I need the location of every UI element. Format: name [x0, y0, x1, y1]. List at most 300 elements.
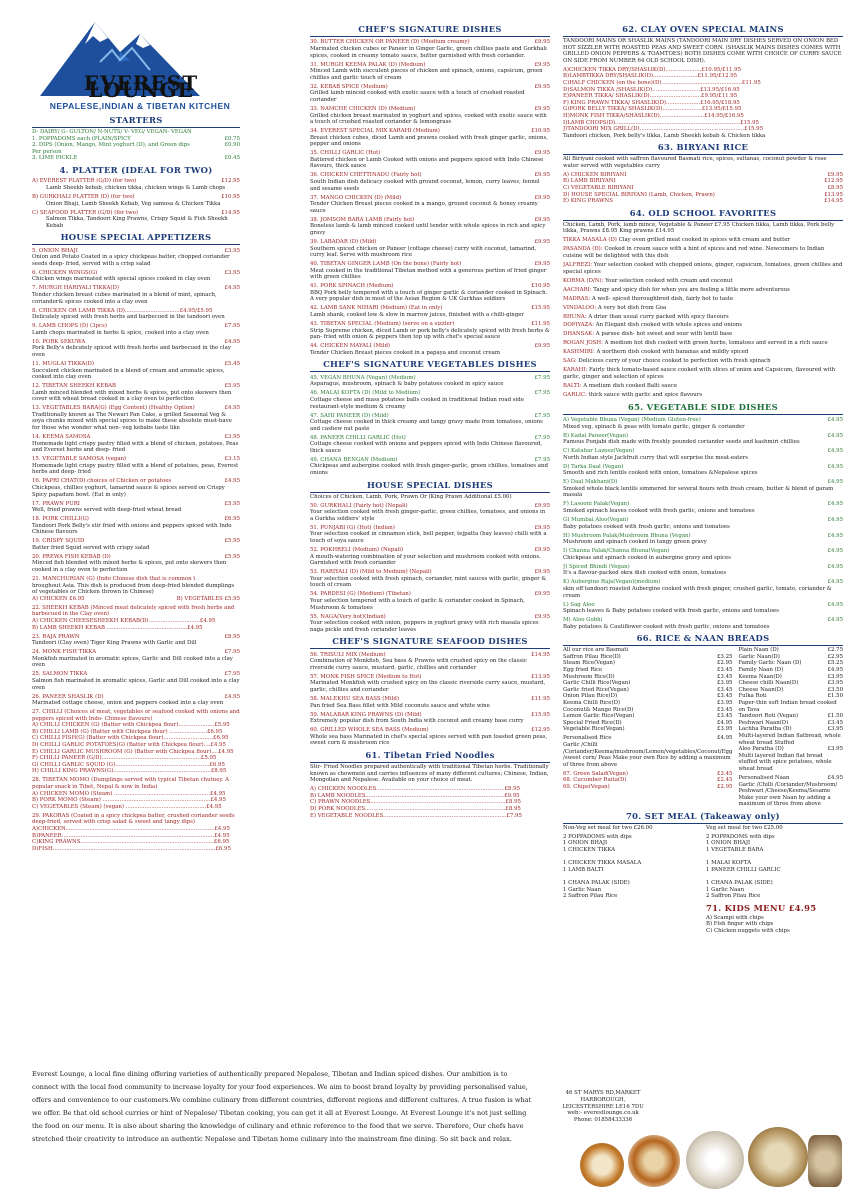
- item-price: £0.45: [224, 155, 240, 162]
- item-price: £9.95: [534, 83, 550, 90]
- setmeal-veg-title: Veg set meal for two £25.00: [706, 824, 783, 831]
- list-line: 1 Garlic Naan: [563, 886, 602, 893]
- item-price: £3.95: [717, 680, 733, 687]
- item-name: 28. TIBETAN MOMO (Dumplings served with typical Tibetan chutney. A popular snack in Tibet, Nepal & now in India): [32, 777, 230, 791]
- item-row: [563, 517, 843, 524]
- item-desc: Onion and Potato Coated in a spicy chickpeas batter, chopped coriander seeds deep- fried, served with a crisp salad: [32, 254, 230, 267]
- item-price: £3.95: [717, 726, 733, 733]
- list-line: H)MONK FISH TIKKA/SHASLIK(D)..........................£14.95/£16.95: [563, 112, 744, 119]
- item-row: [563, 602, 843, 609]
- menu-item: [32, 248, 240, 268]
- item-price: £14.95: [221, 209, 240, 216]
- item-name: C) Katahar Lazeez(Vegan): [563, 448, 635, 455]
- menu-item: [310, 239, 550, 259]
- food-photo-2: [628, 1135, 680, 1187]
- item-price: £5.95: [224, 383, 240, 390]
- item-price: £3.95: [224, 269, 240, 276]
- item-price: £4.95: [827, 517, 843, 524]
- menu-item: [32, 361, 240, 381]
- item-price: £7.95: [534, 412, 550, 419]
- price-row: [563, 784, 732, 791]
- item-price: £3.45: [717, 706, 733, 713]
- item-price: £2.95: [827, 653, 843, 660]
- item-name: Peshwari Naan(D): [738, 719, 789, 726]
- menu-item: [310, 343, 550, 356]
- item-row: [310, 652, 550, 659]
- item-price: £4.95: [827, 667, 843, 674]
- item-row: [32, 694, 240, 701]
- item-name: 32. KEBAB SPICE (Medium): [310, 83, 388, 90]
- item-row: [310, 413, 550, 420]
- item-name: 42. LAMB SANK NIHARI (Medium) (Eat in only): [310, 305, 443, 312]
- item-desc: Combination of Monkfish, Sea bass & Prawns with crushed spicy on the classic riverside curry sauce, mustard, garlic, chillies and coriander: [310, 658, 527, 671]
- item-row: [563, 548, 843, 555]
- appetizers-heading: HOUSE SPECIAL APPETIZERS: [32, 232, 240, 245]
- item-name: VINDALOO:: [563, 304, 598, 311]
- manchurian-option-b: B) VEGETABLES £5.95: [176, 595, 240, 602]
- item-price: £10.95: [531, 283, 550, 290]
- item-name: E) KING PRAWNS: [563, 198, 613, 205]
- clay-note: Tandoori chicken, Pork belly's tikka, Lamb Sheekh kebab & Chicken tikka: [563, 132, 766, 139]
- price-row: [738, 726, 843, 733]
- item-desc: Fairly thick tomato-based sauce cooked with slices of onion and Capsicum, flavoured with garlic, ginger and selection of spices: [563, 367, 836, 380]
- naan-note: Paper-thin soft Indian bread cooked on Tava: [738, 700, 837, 713]
- item-price: £9.95: [534, 591, 550, 598]
- menu-item: [563, 533, 843, 546]
- item-price: £3.15: [224, 456, 240, 463]
- item-desc: BBQ Pork belly tempered with a touch of ginger garlic & coriander cooked in Spinach. A very popular dish in most of the Asian Region & UK Gurkhas soldiers: [310, 289, 548, 303]
- setmeal-veg: [706, 825, 843, 935]
- item-name: E) Daal Makhani(D): [563, 479, 618, 486]
- item-desc: Your selection cooked with fresh ginger-garlic, green chillies, tomatoes, and onions in a Gurkha soldiers' style: [310, 509, 546, 522]
- item-name: 33. NAMCHE CHICKEN (D) (Medium): [310, 105, 416, 112]
- list-line: E) CHILLI GARLIC MUSHROOM (G) (Batter with Chickpea flour)....£4.95: [32, 748, 234, 755]
- item-price: £11.95: [531, 321, 550, 328]
- menu-item: [563, 617, 843, 630]
- item-desc: Lamb shank, cooked low & slow in marrow juices, finished with a chilli-ginger: [310, 312, 524, 319]
- price-row: [738, 687, 843, 694]
- item-desc: Baby potatoes cooked with fresh garlic, onions and tomatoes: [563, 523, 730, 530]
- menu-item: [32, 634, 240, 647]
- item-price: £5.95: [224, 553, 240, 560]
- biryani-list: [563, 172, 843, 205]
- item-name: Mushroom Rice(D): [563, 673, 615, 680]
- manchurian-options: [32, 596, 240, 603]
- item-name: 35. CHILLI GARLIC (Hot): [310, 150, 381, 157]
- item-row: [32, 538, 240, 545]
- menu-item: [563, 517, 843, 530]
- item-name: 1. POPPADOMS each (PLAIN/SPICY: [32, 135, 131, 142]
- item-name: 2. DIPS (Onion, Mango, Mint yoghurt (D), and Green dips: [32, 142, 190, 149]
- item-name: 43. TIBETAN SPECIAL (Medium) (serve on a sizzler): [310, 321, 455, 328]
- item-name: 3. LIME PICKLE: [32, 155, 78, 162]
- item-price: £3.45: [717, 673, 733, 680]
- item-price: £4.95: [717, 735, 733, 742]
- more-appetizers-list: [32, 634, 240, 707]
- item-desc: Meat cooked in the traditional Tibetan method with a generous portion of fried ginger with green chillies: [310, 267, 547, 281]
- item-desc: Your selection cooked in cinnamon stick, bell pepper, tejpatta (bay leaves) chilli with a touch of soya sauce: [310, 531, 547, 544]
- list-line: A) CHICKEN NOODLES...........................................................................£8.95: [310, 786, 521, 793]
- item-name: Cheese chilli Naan(D): [738, 680, 799, 687]
- item-price: £12.95: [824, 178, 843, 185]
- item-row: [310, 435, 550, 442]
- appetizers-list: [32, 248, 240, 596]
- item-desc: Whole sea bass Marinated in chef's special spices served with pan toasted green peas, sweet corn & mushroom rice: [310, 733, 548, 747]
- menu-item: [32, 671, 240, 691]
- item-desc: Succulent chicken marinated in a blend of cream and aromatic spices, cooked into clay oven: [32, 367, 225, 381]
- logo-name: EVEREST LOUNGE: [83, 71, 199, 102]
- menu-item: [32, 434, 240, 454]
- rice-list: [563, 654, 732, 733]
- item-row: [32, 285, 240, 292]
- list-line: A)CHICKEN.......................................................................................£4.95: [32, 825, 230, 832]
- item-row: [32, 554, 240, 561]
- item-name: Plain Naan (D): [738, 647, 779, 654]
- item-row: [310, 343, 550, 350]
- menu-item: [310, 591, 550, 611]
- list-line: J)TANDOORI MIX GRILL(D).............................................................£15.95: [563, 126, 764, 133]
- item-price: £3.95: [827, 746, 843, 753]
- item-price: £4.95: [224, 478, 240, 485]
- item-name: 37. MANGO CHICKEN (D) (Mild): [310, 194, 402, 201]
- item-price: £9.95: [534, 613, 550, 620]
- list-line: [706, 854, 843, 861]
- menu-item: [310, 375, 550, 388]
- item-row: [310, 261, 550, 268]
- item-price: £4.95: [827, 432, 843, 439]
- item-desc: Extremely popular dish from South India with coconut and creamy base curry: [310, 718, 524, 725]
- price-row: [563, 667, 732, 674]
- item-name: 34. EVEREST SPECIAL MIX KARAHI (Medium): [310, 128, 440, 135]
- item-desc: thick sauce with garlic and spice flavours: [588, 391, 703, 398]
- item-price: £3.95: [827, 726, 843, 733]
- item-row: [310, 591, 550, 598]
- menu-item: [32, 554, 240, 574]
- veg-list: [310, 375, 550, 477]
- list-line: 2 Saffron Pilau Rice: [563, 893, 618, 900]
- item-name: Personalised Rice: [563, 735, 612, 742]
- item-option: B) LAMB SHEEKH KEBAB ...............................................£4.95: [32, 624, 203, 631]
- item-desc: Asparagus, mushroom, spinach & baby potatoes cooked in spicy sauce: [310, 381, 504, 388]
- setmeal-nonveg-title: Non-Veg set meal for two £26.00: [563, 824, 653, 831]
- item-price: £4.95: [827, 579, 843, 586]
- item-name: 36. CHICKEN CHETTINADU (Fairly hot): [310, 172, 422, 179]
- list-line: 1 ONION BHAJI: [706, 840, 751, 847]
- item-option: A) CHICKEN CHEESESHEEKH KEBAB(D)..............................£4.95: [32, 618, 216, 625]
- item-price: £3.95: [827, 673, 843, 680]
- item-row: [563, 617, 843, 624]
- list-line: B) Fish finger with chips: [706, 921, 774, 928]
- item-desc: Your selection cooked with cream and coconut: [605, 277, 733, 284]
- item-name: Per person: [32, 148, 62, 155]
- item-desc: Tandoori (Clay oven) Tiger King Prawns with Garlic and Dill: [32, 640, 197, 647]
- item-name: 21. MANCHURIAN (G) (Indo Chinese dish that is common t: [32, 576, 196, 583]
- setmeal-nonveg-list: [563, 834, 700, 900]
- allergen-legend: D- DAIRY/ G- GULTON/ N-NUTS/ V- VEG/ VEGAN- VEGAN: [32, 129, 192, 135]
- item-price: £9.95: [534, 261, 550, 268]
- price-row: [738, 647, 843, 654]
- item-name: 29. PAKORAS (Coated in a spicy chickpea batter, crushed coriander seeds deep-fried, served with crisp salad & sweet and tangy dips): [32, 812, 235, 826]
- item-price: £9.95: [534, 502, 550, 509]
- item-name: Keema Chilli Rice(D): [563, 700, 621, 707]
- item-name: 45. VEGAN BHUNA (Vegan) (Medium): [310, 374, 416, 381]
- item-desc: Tandoori Pork Belly's stir fried with onions and peppers spiced with Indo Chinese flavours: [32, 522, 232, 536]
- menu-item: [310, 321, 550, 341]
- menu-item: [310, 413, 550, 433]
- item-name: DOPIYAZA:: [563, 322, 596, 329]
- item-row: [310, 375, 550, 382]
- item-price: £7.95: [534, 456, 550, 463]
- item-name: MADRAS:: [563, 295, 592, 302]
- list-line: D)FISH...............................................................................................£6.95: [32, 845, 231, 852]
- house-intro: Choices of Chicken, Lamb, Pork, Prawn Or (King Prawn Additional £5.00): [310, 493, 512, 500]
- list-line: I)LAMB CHOPS(D).........................................................................£15.95: [563, 119, 759, 126]
- item-price: £1.50: [827, 693, 843, 700]
- item-name: 14. KEEMA SAMOSA: [32, 434, 91, 441]
- item-name: 24. MONK FISH TIKKA: [32, 649, 97, 656]
- item-desc: Monkfish marinated in aromatic spices, Garlic and Dill cooked into a clay oven: [32, 655, 233, 669]
- menu-item: [310, 547, 550, 567]
- item-desc: Chicken wings marinated with special spices cooked in clay oven: [32, 276, 211, 283]
- item-price: £5.95: [224, 538, 240, 545]
- item-price: £8.95: [224, 633, 240, 640]
- item-desc: Boneless lamb & lamb minced cooked until tender with whole spices in rich and spicy gravy: [310, 223, 546, 236]
- menu-item: [32, 405, 240, 431]
- item-row: [32, 383, 240, 390]
- price-row: [563, 713, 732, 720]
- menu-item: [563, 246, 843, 259]
- personalised-naan: [738, 775, 843, 808]
- menu-item: [310, 727, 550, 747]
- price-row: [563, 185, 843, 192]
- item-price: £4.95: [827, 774, 843, 781]
- setmeal-veg-list: [706, 834, 843, 900]
- item-name: Family Garlic Naan (D): [738, 660, 802, 667]
- item-name: 55. NAGA(Very hot)(Indian): [310, 613, 386, 620]
- item-name: JALFREZI:: [563, 261, 594, 268]
- item-row: [310, 195, 550, 202]
- item-price: £4.95: [827, 501, 843, 508]
- item-price: £3.45: [717, 686, 733, 693]
- food-photo-3: [686, 1131, 744, 1189]
- item-row: [32, 456, 240, 463]
- menu-column-3: [563, 0, 843, 1060]
- item-price: £4.95: [224, 693, 240, 700]
- menu-item: [310, 128, 550, 148]
- item-price: £9.95: [534, 524, 550, 531]
- item-price: £5.95: [224, 500, 240, 507]
- item-desc: Lamb minced blended with mixed herbs & spices, put onto skewers then cover with wheat bread cooked in a clay oven to perfection: [32, 389, 232, 403]
- kids-list: [706, 915, 843, 935]
- item-name: Tandoori Roti (Vegan): [738, 713, 799, 720]
- item-desc: Minced Lamb with succulent pieces of chicken and spinach, onions, capsicum, green chillies and garlic touch of cream: [310, 68, 543, 81]
- menu-item: [32, 456, 240, 476]
- item-desc: South Indian dish delicacy cooked with ground coconut, lemon, curry leaves, fennel and sesame seeds: [310, 179, 540, 192]
- item-price: £7.95: [224, 323, 240, 330]
- food-photo-4: [748, 1127, 808, 1187]
- item-price: £3.95: [827, 680, 843, 687]
- item-row: [310, 283, 550, 290]
- rice-column: [563, 647, 732, 808]
- rice-naan-grid: [563, 647, 843, 808]
- item-desc: A well- spiced thoroughbred dish, fairly hot to taste: [591, 295, 734, 302]
- item-row: [563, 533, 843, 540]
- item-row: [563, 564, 843, 571]
- menu-item: [32, 649, 240, 669]
- clay-list: [563, 67, 843, 133]
- item-row: [310, 614, 550, 621]
- signature-heading: CHEF'S SIGNATURE DISHES: [310, 24, 550, 37]
- list-line: E) VEGETABLE NOODLES........................................................................£7.95: [310, 812, 522, 819]
- item-name: B) Kadai Paneer(Vegan): [563, 432, 629, 439]
- menu-item: [32, 308, 240, 321]
- menu-item: [563, 479, 843, 499]
- naan-list-2: [738, 713, 843, 733]
- item-price: £3.95: [224, 247, 240, 254]
- menu-item: [563, 340, 843, 347]
- item-name: PASANDA (D):: [563, 246, 605, 253]
- item-name: 69. Chips(Vegan): [563, 783, 610, 790]
- item-price: £15.95: [531, 305, 550, 312]
- item-name: BALTI:: [563, 382, 584, 389]
- item-row: [563, 579, 843, 586]
- list-line: A) CHICKEN MOMO (Steam) ........................................................£4.95: [32, 790, 226, 797]
- menu-item: [563, 322, 843, 329]
- menu-item: [32, 339, 240, 359]
- item-row: [32, 516, 240, 523]
- list-line: C) Chicken nuggets with chips: [706, 928, 790, 935]
- menu-item: [563, 314, 843, 321]
- personalised-rice: [563, 735, 732, 768]
- address-line-2: LEICESTERSHIRE LE16 7DU: [562, 1103, 644, 1110]
- item-desc: Chickpeas, chillies yoghurt, tamarind sauce & spices served on Crispy Spicy papadum bowl. (Eat in only): [32, 484, 225, 498]
- menu-item: [310, 150, 550, 170]
- item-name: KORMA (D/N):: [563, 277, 606, 284]
- item-price: £10.95: [531, 128, 550, 135]
- item-name: DHANSAK:: [563, 331, 596, 338]
- item-name: 60. GRILLED WHOLE SEA BASS (Medium): [310, 727, 429, 734]
- list-line: 1 CHANA PALAK (SIDE): [563, 880, 630, 887]
- price-row: [738, 693, 843, 700]
- item-price: £4.95: [827, 416, 843, 423]
- item-desc: Homemade light crispy pastry filled with a blend of potatoes, peas, Everest herbs and deep- fried: [32, 462, 239, 476]
- item-name: D) Tarka Daal (Vegan): [563, 463, 624, 470]
- item-name: C) VEGETABLE BIRIYANI: [563, 185, 634, 192]
- menu-item: [310, 435, 550, 455]
- menu-item: [563, 392, 843, 399]
- item-name: ROGAN JOSH:: [563, 340, 605, 347]
- list-line: 1 VEGETABLE BARA: [706, 847, 764, 854]
- item-desc: North Indian style Jackfruit curry that will surprise the meat-eaters: [563, 454, 749, 461]
- item-name: B) GURKHALI PLATTER (D) (for two): [32, 193, 135, 200]
- biryani-intro: All Biriyani cooked with saffron flavoured Basmati rice, spices, sultanas, coconut powder & rose water served with vegetables curry: [563, 156, 827, 169]
- item-row: [310, 128, 550, 135]
- item-price: £5.25: [827, 660, 843, 667]
- logo: [0, 0, 270, 112]
- item-price: £3.45: [717, 770, 733, 777]
- item-price: £9.95: [534, 216, 550, 223]
- item-row: [32, 210, 240, 217]
- list-line: 1 CHANA PALAK (SIDE): [706, 880, 773, 887]
- item-row: [563, 433, 843, 440]
- menu-item: [563, 278, 843, 285]
- item-price: £4.95: [827, 548, 843, 555]
- item-price: £4.95: [224, 338, 240, 345]
- menu-item: [563, 464, 843, 477]
- price-row: [563, 680, 732, 687]
- phone: Phone: 01858433336: [573, 1117, 633, 1124]
- item-price: £10.95: [221, 193, 240, 200]
- item-desc: Traditionally known as The Newari Pan Cake, a grilled Seasonal Veg & soya chunks mixed with special spices to make these absolute must-have for those who wonder what non- veg kebabs taste like: [32, 411, 232, 432]
- starters-heading: STARTERS: [32, 115, 240, 128]
- item-desc: A medium dish cooked Balti sauce: [583, 382, 678, 389]
- item-name: 52. POKHRELI (Medium) (Nepali): [310, 546, 404, 553]
- item-name: 51. PUNJABI (G) (Hot) (Indian): [310, 524, 395, 531]
- item-desc: Garlic /Chilli /Coriander/Keema/mushroom/Lemon/vegetables/Coconut/Egg /sweet corn/ Peas Make your own Rice by adding a maximum of three from above: [563, 741, 733, 768]
- item-desc: Marinated chicken cubes or Paneer in Ginger Garlic, green chillies paste and Gorkhali spices, cooked in creamy tomato sauce, butter garnished with fresh coriander.: [310, 45, 547, 59]
- item-price: £7.95: [534, 434, 550, 441]
- item-desc: Homemade light crispy pastry filled with a blend of chicken, potatoes, Peas and Everest herbs and deep- fried: [32, 440, 239, 454]
- item-price: £4.95: [827, 532, 843, 539]
- rice-intro: All our rice are Basmati: [563, 647, 629, 654]
- item-name: H) Mushroom Palak/Mushroom Bhuna (Vegan): [563, 532, 691, 539]
- item-price: £4.95: [827, 448, 843, 455]
- list-line: F) CHILLI PANEER (G/D)..........................................................£5.95: [32, 755, 217, 762]
- clay-intro: TANDOORI MAINS OR SHASLIK MAINS (TANDOORI MAIN DRY DISHES SERVED ON ONION BED HOT SIZZLER WITH ROASTED PEAS AND SWEET CORN. (SHASLIK MAINS DISHES COMES WITH GRILLED ONION PEPPERS & TOAMTOES) BOTH DISHES COME WITH CHOICE OF CURRY SAUCE ON SIDE FROM NUMBER 64 OLD SCHOOL DISH).: [563, 38, 842, 64]
- food-photos: [580, 1125, 845, 1195]
- item-name: 7. MURGH HARIYALI TIKKA(D): [32, 285, 119, 292]
- price-row: [32, 155, 240, 162]
- item-price: £9.95: [534, 238, 550, 245]
- setmeal-nonveg: [563, 825, 700, 935]
- item-name: 48. PANEER CHILLI GARLIC (Hot): [310, 434, 406, 441]
- item-desc: Chickpeas and aubergine cooked with fresh ginger-garlic, green chillies, tomatoes and onions: [310, 463, 548, 477]
- item-name: AACHARI:: [563, 286, 594, 293]
- item-name: 16. PAPRI CHAT(D) choices of Chicken or potatoes: [32, 478, 172, 485]
- item-name: SAG:: [563, 358, 579, 365]
- item-desc: Your selection cooked with fresh spinach, coriander, mint sauces with garlic, ginger & touch of cream: [310, 575, 547, 589]
- chilli-options: [32, 722, 240, 775]
- menu-item: [563, 579, 843, 599]
- menu-item: [310, 62, 550, 82]
- item-desc: Cottage cheese cooked in thick creamy and tangy gravy made from tomatoes, onions and cashew nut paste: [310, 419, 543, 432]
- item-row: [310, 239, 550, 246]
- item-name: 19. CRISPY SQUID: [32, 538, 85, 545]
- menu-item: [32, 194, 240, 207]
- item-name: 50. GURKHALI (Fairly hot) (Nepali): [310, 502, 408, 509]
- item-name: 56. TRISULI MIX (Medium): [310, 651, 386, 658]
- item-price: £4.95: [827, 601, 843, 608]
- item-desc: Smoked whole black lentils simmered for several hours with fresh cream, butter & blend of garam masala: [563, 485, 834, 499]
- extras-list: [563, 771, 732, 791]
- price-row: [563, 660, 732, 667]
- old-school-list: [563, 237, 843, 398]
- item-desc: hroughout Asia. This dish is produced from deep-fried blended dumplings of vegetables or Chicken thrown in Chinese): [32, 582, 235, 596]
- list-line: D) PORK NOODLES..................................................................................£8.95: [310, 805, 521, 812]
- item-name: C) SEAFOOD PLATTER (G/D) (for two): [32, 209, 139, 216]
- item-row: [310, 217, 550, 224]
- item-price: £12.95: [531, 727, 550, 734]
- item-name: 11. MUGLAI TIKKA(D): [32, 360, 94, 367]
- item-desc: Salmon fish marinated in aromatic spices, Garlic and Dill cooked into a clay oven: [32, 677, 240, 691]
- address-block: [548, 1090, 658, 1124]
- item-price: £4.95: [827, 617, 843, 624]
- setmeal-grid: [563, 825, 843, 935]
- item-price: £11.95: [531, 696, 550, 703]
- item-name: KARAHI:: [563, 367, 590, 374]
- list-line: H) CHILLI KING PRAWNS(G).........................................................£8.95: [32, 768, 227, 775]
- menu-item: [563, 548, 843, 561]
